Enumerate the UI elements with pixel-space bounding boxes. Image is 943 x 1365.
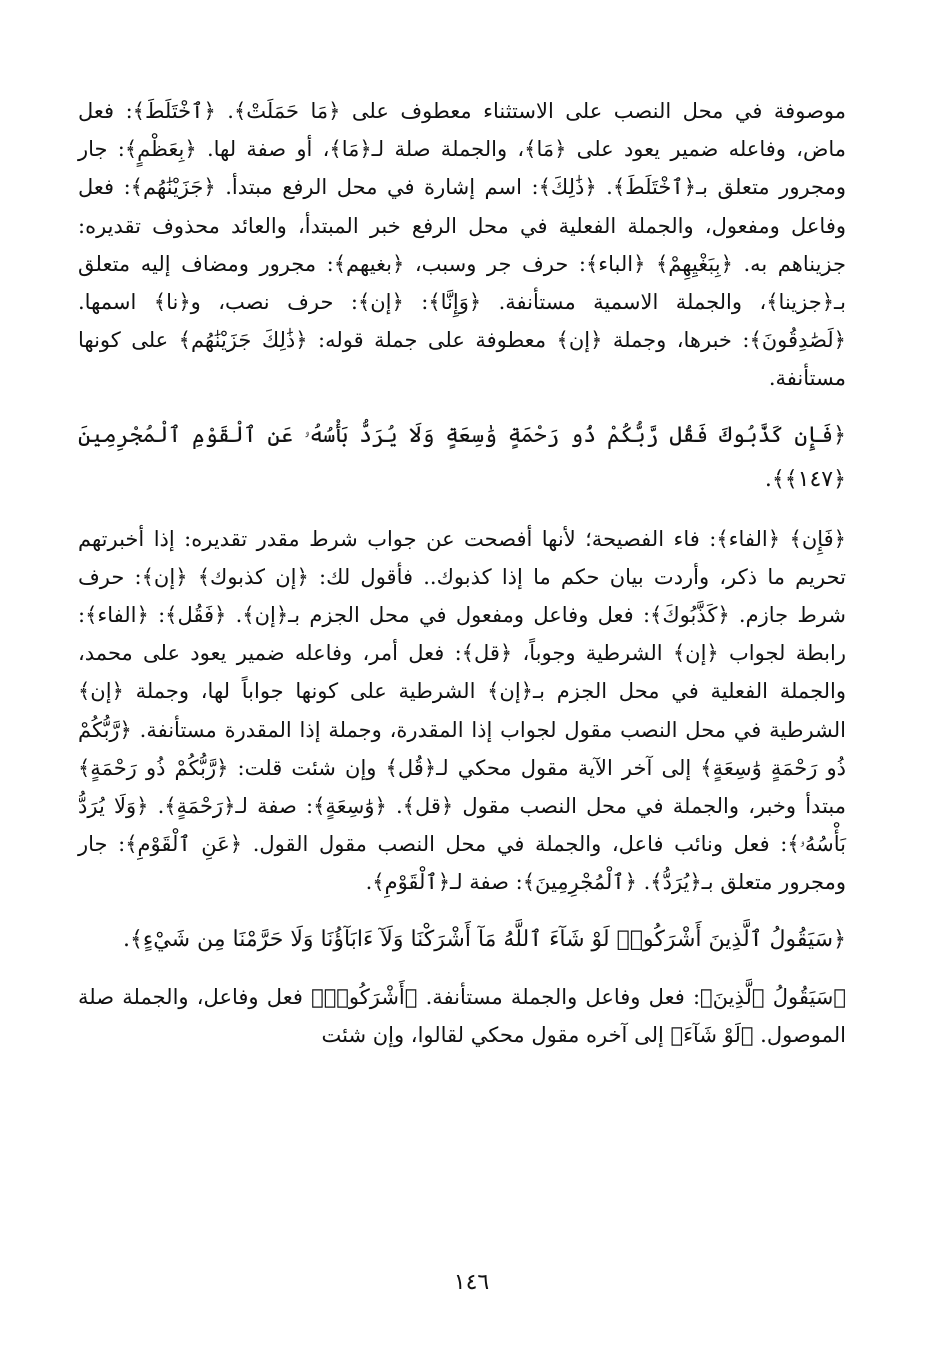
quran-verse-148: ﴿سَيَقُولُ ٱلَّذِينَ أَشْرَكُوا۟ لَوْ شَآءَ ٱللَّهُ مَآ أَشْرَكْنَا وَلَآ ءَابَآؤُنَا وَلَا حَرَّمْنَا مِن شَيْءٍ﴾. <box>123 926 846 952</box>
commentary-paragraph-1: موصوفة في محل النصب على الاستثناء معطوف على ﴿مَا حَمَلَتْ﴾. ﴿ٱخْتَلَطَ﴾: فعل ماض، وفاعله ضمير يعود على ﴿مَا﴾، والجملة صلة لـ﴿مَا﴾، أو صفة لها. ﴿بِعَظْمٍ﴾: جار ومجرور متعلق بـ﴿ٱخْتَلَطَ﴾. ﴿ذَٰلِكَ﴾: اسم إشارة في محل الرفع مبتدأ. ﴿جَزَيْنَٰهُم﴾: فعل وفاعل ومفعول، والجملة الفعلية في محل الرفع خبر المبتدأ، والعائد محذوف تقديره: جزيناهم به. ﴿بِبَغْيِهِمْ﴾ ﴿الباء﴾: حرف جر وسبب، ﴿بغيهم﴾: مجرور ومضاف إليه متعلق بـ﴿جزينا﴾، والجملة الاسمية مستأنفة. ﴿وَإِنَّا﴾: ﴿إن﴾: حرف نصب، و﴿نا﴾ اسمها. ﴿لَصَٰدِقُونَ﴾: خبرها، وجملة ﴿إن﴾ معطوفة على جملة قوله: ﴿ذَٰلِكَ جَزَيْنَٰهُم﴾ على كونها مستأنفة. <box>78 99 846 391</box>
page-number: ١٤٦ <box>453 1270 490 1295</box>
document-page <box>78 92 846 1332</box>
commentary-paragraph-2: ﴿فَإِن﴾ ﴿الفاء﴾: فاء الفصيحة؛ لأنها أفصحت عن جواب شرط مقدر تقديره: إذا أخبرتهم تحريم ما ذكر، وأردت بيان حكم ما إذا كذبوك.. فأقول لك: ﴿إن كذبوك﴾ ﴿إن﴾: حرف شرط جازم. ﴿كَذَّبُوكَ﴾: فعل وفاعل ومفعول في محل الجزم بـ﴿إن﴾. ﴿فَقُل﴾: ﴿الفاء﴾: رابطة لجواب ﴿إن﴾ الشرطية وجوباً، ﴿قل﴾: فعل أمر، وفاعله ضمير يعود على محمد، والجملة الفعلية في محل الجزم بـ﴿إن﴾ الشرطية على كونها جواباً لها، وجملة ﴿إن﴾ الشرطية في محل النصب مقول لجواب إذا المقدرة، وجملة إذا المقدرة مستأنفة. ﴿رَّبُّكُمْ ذُو رَحْمَةٍ وَٰسِعَةٍ﴾ إلى آخر الآية مقول محكي لـ﴿قُل﴾ وإن شئت قلت: ﴿رَّبُّكُمْ ذُو رَحْمَةٍ﴾ مبتدأ وخبر، والجملة في محل النصب مقول ﴿قل﴾. ﴿وَٰسِعَةٍ﴾: صفة لـ﴿رَحْمَةٍ﴾. ﴿وَلَا يُرَدُّ بَأْسُهُۥ﴾: فعل ونائب فاعل، والجملة في محل النصب مقول القول. ﴿عَنِ ٱلْقَوْمِ﴾: جار ومجرور متعلق بـ﴿يُرَدُّ﴾. ﴿ٱلْمُجْرِمِينَ﴾: صفة لـ﴿ٱلْقَوْمِ﴾. <box>78 526 846 895</box>
commentary-paragraph-3: ﴿سَيَقُولُ ٱلَّذِينَ﴾: فعل وفاعل والجملة مستأنفة. ﴿أَشْرَكُوا۟﴾ فعل وفاعل، والجملة صلة الموصول. ﴿لَوْ شَآءَ﴾ إلى آخره مقول محكي لقالوا، وإن شئت <box>78 984 846 1047</box>
quran-verse-147: ﴿فَإِن كَذَّبُوكَ فَقُل رَّبُّكُمْ ذُو رَحْمَةٍ وَٰسِعَةٍ وَلَا يُرَدُّ بَأْسُهُۥ عَنِ ٱلْقَوْمِ ٱلْمُجْرِمِينَ ﴿١٤٧﴾﴾. <box>78 422 846 492</box>
